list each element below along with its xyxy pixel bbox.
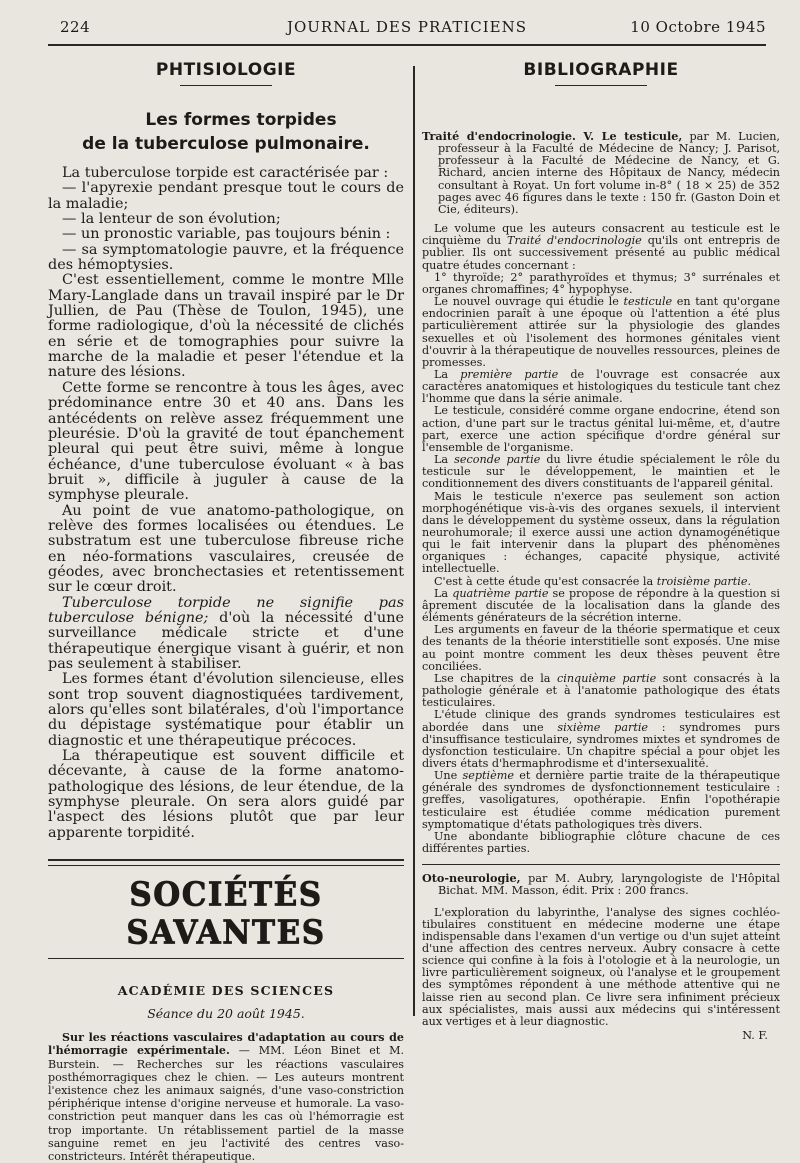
review-paragraph: Le testicule, considéré comme organe endocrine, étend son action, d'une part sur le tractus génital lui-même, et, d'autre part, exerce une action spécifique d'ordre général sur l'ensemble de l'organisme. — [422, 404, 780, 454]
review-paragraph — [422, 588, 780, 624]
emphasis: testicule — [623, 295, 673, 309]
page-header — [48, 18, 766, 40]
entry-divider — [422, 864, 780, 865]
section-title-underline — [180, 85, 272, 86]
review-paragraph — [422, 454, 780, 490]
paragraph: — un pronostic variable, pas toujours bénin : — [62, 226, 391, 243]
review-paragraph: 1° thyroïde; 2° parathyroïdes et thymus; 3° surrénales et organes chromaffines; 4° hypophyse. — [422, 270, 780, 296]
review-text: La — [434, 453, 455, 467]
paragraph: Les formes étant d'évolution silencieuse, elles sont trop souvent diagnostiquées tardivement, alors qu'elles sont bilatérales, d'où l'importance du dépistage systématique pour établir un diagnostic et une thérapeutique précoces. — [48, 671, 404, 749]
book-entry-endocrinologie — [422, 130, 780, 216]
journal-title: JOURNAL DES PRATICIENS — [286, 18, 528, 36]
review-text: se propose de répondre à la question si âprement discutée de la localisation dans la glande des éléments générateurs de la sécrétion interne. — [422, 586, 780, 625]
review-paragraph — [422, 296, 780, 369]
issue-date: 10 Octobre 1945 — [630, 18, 766, 36]
paragraph: — la lenteur de son évolution; — [62, 211, 281, 228]
paragraph: La tuberculose torpide est caractérisée par : — [62, 165, 389, 181]
review-paragraph: Une abondante bibliographie clôture chacune de ces différentes parties. — [422, 829, 780, 856]
paragraph: C'est essentiellement, comme le montre Mlle Mary-Langlade dans un travail inspiré par le Dr Jullien, de Pau (Thèse de Toulon, 1945), une forme radiologique, d'où la nécessité de clichés en série et de tomographies pour suivre la marche de la maladie et peser l'étendue et la nature des lésions. — [48, 272, 404, 381]
review-text: en tant qu'organe endocrinien paraît à une époque où l'attention a été plus particulièrement attirée sur la physiologie des glandes sexuelles et où l'isolement des hormones génitales vient d'ouvrir à la thérapeutique de nouvelles ressources, pleines de promesses. — [422, 295, 780, 369]
review-paragraph — [422, 770, 780, 831]
emphasis: troisième partie. — [656, 574, 752, 588]
review-text: Le volume que les auteurs consacrent au testicule est le cinquième du — [422, 222, 780, 248]
paragraph: — sa symptomatologie pauvre, et la fréquence des hémoptysies. — [48, 241, 404, 274]
book-details: par M. Aubry, laryngologiste de l'Hôpital Bichat. MM. Masson, édit. Prix : 200 francs. — [438, 872, 780, 898]
review-paragraph: Mais le testicule n'exerce pas seulement son action morphogénétique vis-à-vis des organes sexuels, il intervient dans le développement du système osseux, dans la régulation neurohumorale; il exerce aussi une action dynamogénétique qui le fait intervenir dans la plupart des phénomènes organiques : échanges, capacité physique, activité intellectuelle. — [422, 489, 780, 576]
article-title-line-1: Les formes torpides — [145, 110, 337, 130]
societes-savantes-title: SOCIÉTÉS SAVANTES — [126, 876, 326, 952]
academy-heading: ACADÉMIE DES SCIENCES — [117, 983, 335, 999]
review-paragraph — [422, 369, 780, 405]
emphasis: Traité d'endocrinologie — [506, 234, 642, 248]
review-text: Une — [434, 769, 463, 783]
review-text: de l'ouvrage est consacrée aux caractères anatomiques et histologiques du testicule tant chez l'homme que dans la série animale. — [422, 367, 780, 406]
right-column — [422, 58, 780, 1042]
review-paragraph — [422, 709, 780, 770]
article-title — [48, 108, 404, 156]
section-title-underline — [555, 85, 647, 86]
book-title: Traité d'endocrinologie. V. Le testicule, — [422, 129, 683, 143]
emphasis: sixième partie — [557, 720, 649, 734]
book-details: par M. Lucien, professeur à la Faculté de Médecine de Nancy; J. Parisot, professeur à la Faculté de Médecine de Nancy, et G. Richard, ancien interne des Hôpitaux de Nancy, médecin consultant à Royat. Un fort volume in-8° ( 18 × 25) de 352 pages avec 46 figures dans le texte : 150 fr. (Gaston Doin et Cie, éditeurs). — [438, 130, 780, 216]
paragraph: Cette forme se rencontre à tous les âges, avec prédominance entre 30 et 40 ans. Dans les antécédents on relève assez fréquemment une pleurésie. D'où la gravité de tout épanchement pleural qui peut être suivi, même à longue échéance, d'une tuberculose évoluant « à bas bruit », difficile à juguler à cause de la symphyse pleurale. — [48, 379, 404, 504]
section-divider-thin — [48, 865, 404, 866]
report-text: — MM. Léon Binet et M. Burstein. — Recherches sur les réactions vasculaires posthémorragiques chez le chien. — Les auteurs montrent l'existence chez les animaux saignés, d'une vaso-constriction périphérique intense d'origine nerveuse et humorale. La vaso-constriction peut manquer dans les cas où l'hémorragie est trop importante. Un rétablissement partiel de la masse sanguine remet en jeu l'activité des centres vaso-constricteurs. Intérêt thérapeutique. — [48, 1044, 405, 1163]
review-text: et dernière partie traite de la thérapeutique générale des syndromes de dysfonctionnement testiculaire : greffes, vasoligatures, opothérapie. Enfin l'opothérapie testiculaire est étudiée comme médication purement symptomatique d'états pathologiques très divers. — [422, 769, 781, 831]
article-title-line-2: de la tuberculose pulmonaire. — [82, 134, 370, 154]
session-date: Séance du 20 août 1945. — [147, 1006, 305, 1022]
book-reference — [422, 872, 780, 897]
phtisiologie-article-body — [48, 166, 404, 841]
report-lead: Sur les réactions vasculaires d'adaptation au cours de l'hémorragie expérimentale. — [48, 1031, 404, 1058]
review-text: C'est à cette étude qu'est consacrée la — [434, 574, 657, 588]
paragraph — [48, 596, 404, 673]
paragraph: Au point de vue anatomo-pathologique, on relève des formes localisées ou étendues. Le substratum est une tuberculose fibreuse riche en néo-formations vasculaires, creusée de géodes, avec bronchectasies et retentissement sur le cœur droit. — [48, 502, 404, 596]
emphasis: quatrième partie — [452, 586, 549, 600]
review-text: sont consacrés à la pathologie générale et à l'anatomie pathologique des états testiculaires. — [422, 671, 780, 710]
emphasis: première partie — [460, 367, 559, 381]
review-paragraph: L'exploration du labyrinthe, l'analyse des signes cochléo-tibulaires constituent en médecine moderne une étape indispensable dans l'examen d'un vertige ou d'un sujet atteint d'une affection des centres nerveux. Aubry consacre à cette science qui confine à la fois à l'otologie et à la neurologie, un livre particulièrement soigneux, où l'analyse et le groupement des symptômes répondent à une méthode attentive qui ne laisse rien au second plan. Ce livre sera infiniment précieux aux spécialistes, mais aussi aux médecins qui s'intéressent aux vertiges et à leur diagnostic. — [422, 905, 780, 1028]
reviewer-signature: N. F. — [742, 1029, 768, 1043]
review-text: : syndromes purs d'insuffisance testiculaire, syndromes mixtes et syndromes de dysfonction testiculaire. Un chapitre spécial a pour objet les divers états d'hermaphrodisme et d'intersexualité. — [422, 720, 780, 770]
paragraph: La thérapeutique est souvent difficile et décevante, à cause de la forme anatomo-pathologique des lésions, de leur étendue, de la symphyse pleurale. On sera alors guidé par l'aspect des lésions plutôt que par leur apparente torpidité. — [48, 748, 404, 841]
review-text: L'étude clinique des grands syndromes testiculaires est abordée dans une — [422, 708, 780, 734]
book-title: Oto-neurologie, — [422, 871, 521, 886]
report-paragraph — [48, 1031, 404, 1163]
section-title-bibliographie: BIBLIOGRAPHIE — [523, 60, 679, 80]
section-title-phtisiologie: PHTISIOLOGIE — [155, 60, 297, 80]
header-rule — [48, 44, 766, 46]
book-review-endocrinologie — [422, 223, 780, 855]
book-review-oto-neurologie — [422, 907, 780, 1043]
emphasis: seconde partie — [454, 453, 541, 467]
book-reference — [422, 130, 780, 216]
column-divider — [413, 66, 415, 1016]
review-text: La — [434, 586, 453, 600]
review-text: du livre étudie spécialement le rôle du testicule sur le développement, le maintien et le conditionnement des divers constituants de l'appareil génital. — [422, 453, 781, 491]
review-text: Lse chapitres de la — [434, 671, 557, 685]
paragraph-text: d'où la nécessité d'une surveillance médicale stricte et d'une thérapeutique énergique visant à guérir, et non pas seulement à stabiliser. — [48, 609, 404, 672]
review-text: Le nouvel ouvrage qui étudie le — [434, 295, 624, 309]
left-column — [48, 58, 404, 1163]
section-divider — [48, 859, 404, 861]
review-paragraph — [422, 673, 780, 709]
page-number: 224 — [60, 18, 91, 36]
paragraph: — l'apyrexie pendant presque tout le cours de la maladie; — [48, 180, 404, 212]
review-text: qu'ils ont entrepris de publier. Ils ont successivement présenté au public médical quatre études concernant : — [422, 234, 781, 272]
emphasis: cinquième partie — [556, 671, 657, 685]
book-entry-oto-neurologie — [422, 872, 780, 897]
title-rule — [48, 958, 404, 959]
review-paragraph: Les arguments en faveur de la théorie spermatique et ceux des tenants de la théorie interstitielle sont exposés. Une mise au point montre comment les deux thèses peuvent être conciliées. — [422, 623, 780, 673]
review-paragraph — [422, 223, 780, 272]
review-text: La — [434, 367, 461, 381]
societes-report — [48, 1031, 404, 1163]
emphasis: septième — [462, 769, 514, 783]
emphasis: Tuberculose torpide ne signifie pas tuberculose bénigne; — [48, 594, 404, 626]
